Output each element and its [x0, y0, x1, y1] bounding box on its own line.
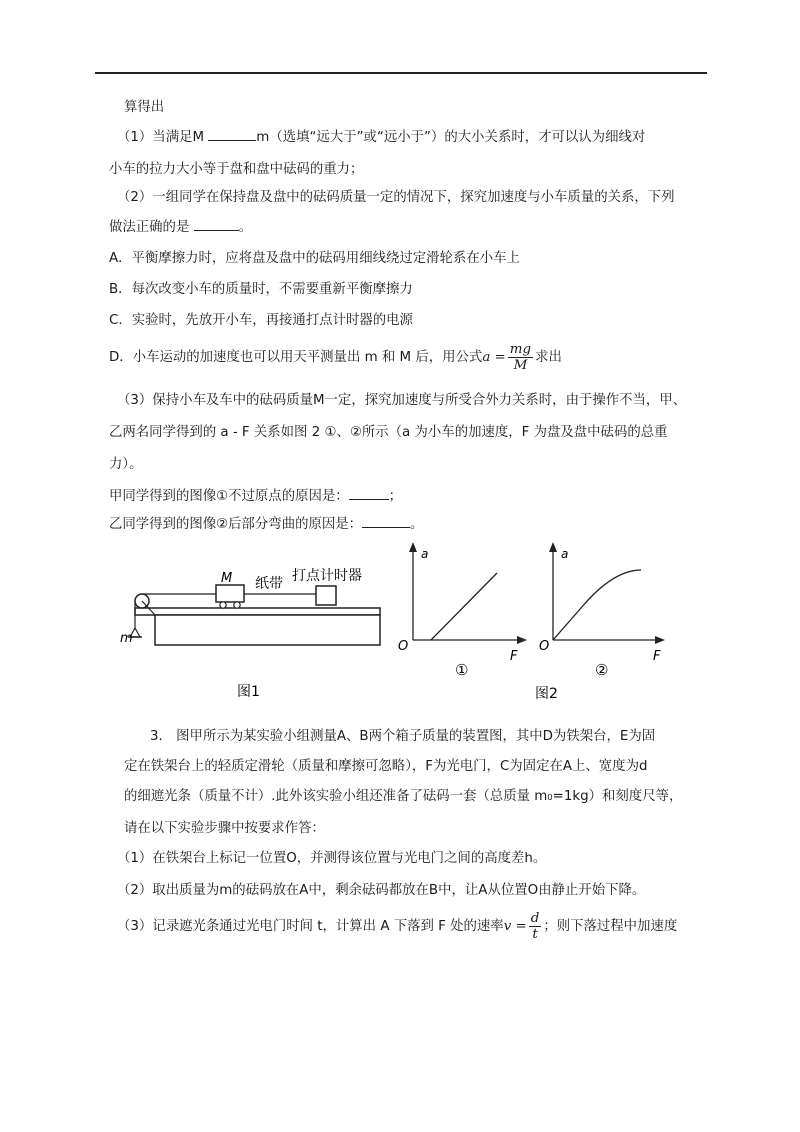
- figure-1-apparatus: [120, 560, 395, 700]
- graph-2-curve: [553, 570, 641, 640]
- text: （3）记录遮光条通过光电门时间 t，计算出 A 下落到 F 处的速率: [117, 919, 504, 934]
- origin-label: O: [539, 639, 550, 654]
- question-3: （3）保持小车及车中的砝码质量M一定，探究加速度与所受合外力关系时，由于操作不当，甲、: [117, 393, 687, 408]
- text: ；则下落过程中加速度: [543, 919, 678, 934]
- figure-2-caption: 图2: [535, 686, 558, 702]
- graph-2: [533, 538, 673, 708]
- answer-blank[interactable]: [194, 218, 239, 231]
- cart-mass-label: M: [221, 571, 233, 586]
- option-c: C．实验时，先放开小车，再接通打点计时器的电源: [109, 313, 413, 328]
- x-axis-arrow-icon: [517, 636, 527, 644]
- question-2-prompt: [109, 218, 252, 237]
- origin-label: O: [398, 639, 409, 654]
- formula-lhs: v =: [503, 919, 527, 934]
- text-line: 算得出: [124, 100, 165, 115]
- question-3a: [109, 487, 402, 506]
- cart-wheel: [220, 602, 226, 608]
- option-d: [109, 341, 562, 375]
- cart-icon: [216, 585, 244, 602]
- text-line: 的细遮光条（质量不计）.此外该实验小组还准备了砝码一套（总质量 m₀=1kg）和刻度尺等，: [124, 789, 683, 804]
- text-line: 请在以下实验步骤中按要求作答：: [124, 821, 325, 836]
- hanging-mass-label: m: [120, 631, 133, 646]
- text: 。: [410, 517, 424, 532]
- graph-1-index: ①: [455, 661, 469, 679]
- formula-fraction: [529, 911, 542, 942]
- header-rule: [95, 72, 707, 74]
- denominator: M: [513, 357, 528, 373]
- step-3: [117, 910, 677, 944]
- y-axis-arrow-icon: [549, 542, 557, 552]
- numerator: mg: [509, 341, 532, 357]
- answer-blank[interactable]: [349, 487, 389, 500]
- step-1: （1）在铁架台上标记一位置O，并测得该位置与光电门之间的高度差h。: [117, 851, 547, 866]
- figure-1-caption: 图1: [237, 684, 260, 700]
- text: ；: [388, 489, 403, 504]
- y-axis-label: a: [561, 547, 569, 561]
- text: m（选填“远大于”或“远小于”）的大小关系时，才可以认为细线对: [256, 130, 646, 145]
- numerator: d: [530, 910, 540, 926]
- option-a: A．平衡摩擦力时，应将盘及盘中的砝码用细线绕过定滑轮系在小车上: [109, 251, 520, 266]
- text: 做法正确的是: [109, 220, 194, 235]
- cart-wheel: [234, 602, 240, 608]
- graph-2-index: ②: [595, 661, 609, 679]
- x-axis-arrow-icon: [655, 636, 665, 644]
- track-board: [135, 608, 380, 615]
- graph-1: [395, 538, 535, 688]
- formula-lhs: a =: [482, 350, 506, 365]
- text-line: 力）。: [109, 457, 143, 472]
- y-axis-label: a: [421, 547, 429, 561]
- text: （1）当满足M: [117, 130, 209, 145]
- paper-tape-label: 纸带: [255, 576, 283, 592]
- x-axis-label: F: [510, 649, 518, 664]
- question-2: （2）一组同学在保持盘及盘中的砝码质量一定的情况下，探究加速度与小车质量的关系，下列: [117, 190, 675, 205]
- y-axis-arrow-icon: [409, 542, 417, 552]
- answer-blank[interactable]: [208, 128, 256, 141]
- answer-blank[interactable]: [362, 515, 410, 528]
- timer-label: 打点计时器: [292, 568, 362, 584]
- graph-1-line: [431, 573, 497, 640]
- text-line: 乙两名同学得到的 a - F 关系如图 2 ①、②所示（a 为小车的加速度，F 为盘及盘中砝码的总重: [109, 425, 668, 440]
- question-1: [117, 128, 645, 147]
- x-axis-label: F: [653, 649, 661, 664]
- timer-icon: [316, 586, 336, 605]
- text: 乙同学得到的图像②后部分弯曲的原因是：: [109, 517, 363, 532]
- step-2: （2）取出质量为m的砝码放在A中，剩余砝码都放在B中，让A从位置O由静止开始下降。: [117, 883, 646, 898]
- text-line: 定在铁架台上的轻质定滑轮（质量和摩擦可忽略），F为光电门，C为固定在A上、宽度为d: [124, 759, 648, 774]
- denominator: t: [532, 926, 538, 942]
- question-3b: [109, 515, 423, 534]
- table-block: [155, 615, 380, 645]
- text: 求出: [535, 350, 562, 365]
- text: D．小车运动的加速度也可以用天平测量出 m 和 M 后，用公式: [109, 350, 483, 365]
- text: 。: [238, 220, 252, 235]
- question-3-intro: 3. 图甲所示为某实验小组测量A、B两个箱子质量的装置图，其中D为铁架台，E为固: [150, 729, 656, 744]
- option-b: B．每次改变小车的质量时，不需要重新平衡摩擦力: [109, 282, 413, 297]
- text: 甲同学得到的图像①不过原点的原因是：: [109, 489, 349, 504]
- text-line: 小车的拉力大小等于盘和盘中砝码的重力；: [109, 162, 364, 177]
- formula-fraction: [508, 342, 533, 373]
